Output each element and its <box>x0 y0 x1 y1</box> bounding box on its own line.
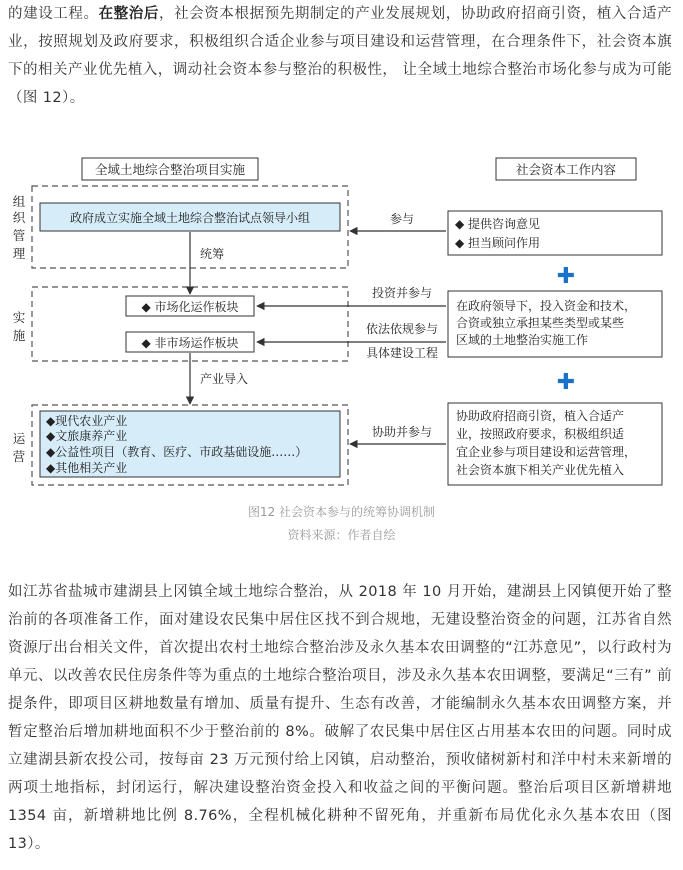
ops-item: ◆公益性项目（教育、医疗、市政基础设施……） <box>46 445 308 459</box>
stage-char: 织 <box>12 210 26 225</box>
stage-char: 实 <box>12 310 26 325</box>
nonmarket-box-text: ◆ 非市场运作板块 <box>141 336 239 350</box>
intro-rest: ，社会资本根据预先期制定的产业发展规划，协助政府招商引资，植入合适产业，按照规划及政府要求，积极组织合适企业参与项目建设和运营管理，在合理条件下，社会资本旗下的相关产业优先植入，调动社会资本参与整治的积极性， 让全域土地综合整治市场化参与成为可能（图 12）。 <box>8 6 672 106</box>
industry-label: 产业导入 <box>200 372 249 386</box>
ops-item: ◆文旅康养产业 <box>46 429 128 443</box>
org-leadership-text: 政府成立实施全域土地综合整治试点领导小组 <box>69 211 311 225</box>
stage-char: 施 <box>12 328 26 343</box>
intro-prefix: 的建设工程。 <box>8 6 99 22</box>
right-box-assist-line: 业，按照政府要求，积极组织适 <box>456 427 625 441</box>
stage-char: 运 <box>12 431 26 446</box>
plus-icon: ✚ <box>556 264 576 289</box>
stage-char: 管 <box>12 228 26 243</box>
right-box-assist-line: 协助政府招商引资，植入合适产 <box>456 409 625 423</box>
tongchou-label: 统筹 <box>200 247 225 261</box>
participate-label: 参与 <box>389 212 415 226</box>
right-title: 社会资本工作内容 <box>515 162 617 177</box>
stage-label-operation <box>13 431 26 464</box>
right-box-assist-line: 社会资本旗下相关产业优先植入 <box>456 463 625 477</box>
right-box-advice-line: ◆ 担当顾问作用 <box>455 236 541 250</box>
market-box-text: ◆ 市场化运作板块 <box>141 300 239 314</box>
case-paragraph: 如江苏省盐城市建湖县上冈镇全域土地综合整治，从 2018 年 10 月开始，建湖县上冈镇便开始了整治前的各项准备工作，面对建设农民集中居住区找不到合规地，无建设整治资金的问题，江苏省自然资源厅出台相关文件，首次提出农村土地综合整治涉及永久基本农田调整的“江苏意见”，以行政村为单元、以改善农民住房条件等为重点的土地综合整治项目，涉及永久基本农田调整，要满足“三有” 前提条件，即项目区耕地数量有增加、质量有提升、生态有改善，才能编制永久基本农田调整方案，并暂定整治后增加耕地面积不少于整治前的 8%。破解了农民集中居住区占用基本农田的问题。同时成立建湖县新农投公司，按每亩 23 万元预付给上冈镇，启动整治，预收储树新村和洋中村未来新增的两项土地指标，封闭运行，解决建设整治资金投入和收益之间的平衡问题。整治后项目区新增耕地1354 亩，新增耕地比例 8.76%，全程机械化耕种不留死角，并重新布局优化永久基本农田（图 13）。 <box>8 584 672 852</box>
stage-char: 理 <box>12 246 26 261</box>
stage-char: 营 <box>12 449 26 464</box>
stage-label-implementation <box>13 310 26 343</box>
intro-bold-phrase: 在整治后 <box>98 6 159 22</box>
legal-label-1: 依法依规参与 <box>365 322 439 336</box>
left-title: 全域土地综合整治项目实施 <box>94 162 246 177</box>
figure-source: 资料来源：作者自绘 <box>287 528 396 542</box>
ops-item: ◆其他相关产业 <box>46 461 128 475</box>
ops-item: ◆现代农业产业 <box>46 414 128 428</box>
stage-label-organization <box>13 194 26 261</box>
plus-icon: ✚ <box>556 370 576 395</box>
assist-label: 协助并参与 <box>371 425 433 439</box>
right-box-invest-line: 区域的土地整治实施工作 <box>456 333 589 347</box>
right-box-invest-line: 合资或独立承担某些类型或某些 <box>456 316 625 330</box>
right-box-assist-line: 宜企业参与项目建设和运营管理， <box>456 445 637 459</box>
right-box-advice-line: ◆ 提供咨询意见 <box>455 217 541 231</box>
legal-label-2: 具体建设工程 <box>365 346 439 360</box>
right-box-invest-line: 在政府领导下，投入资金和技术， <box>456 299 637 313</box>
invest-label: 投资并参与 <box>371 286 433 300</box>
figure-caption: 图12 社会资本参与的统筹协调机制 <box>247 505 436 519</box>
stage-char: 组 <box>12 194 26 209</box>
